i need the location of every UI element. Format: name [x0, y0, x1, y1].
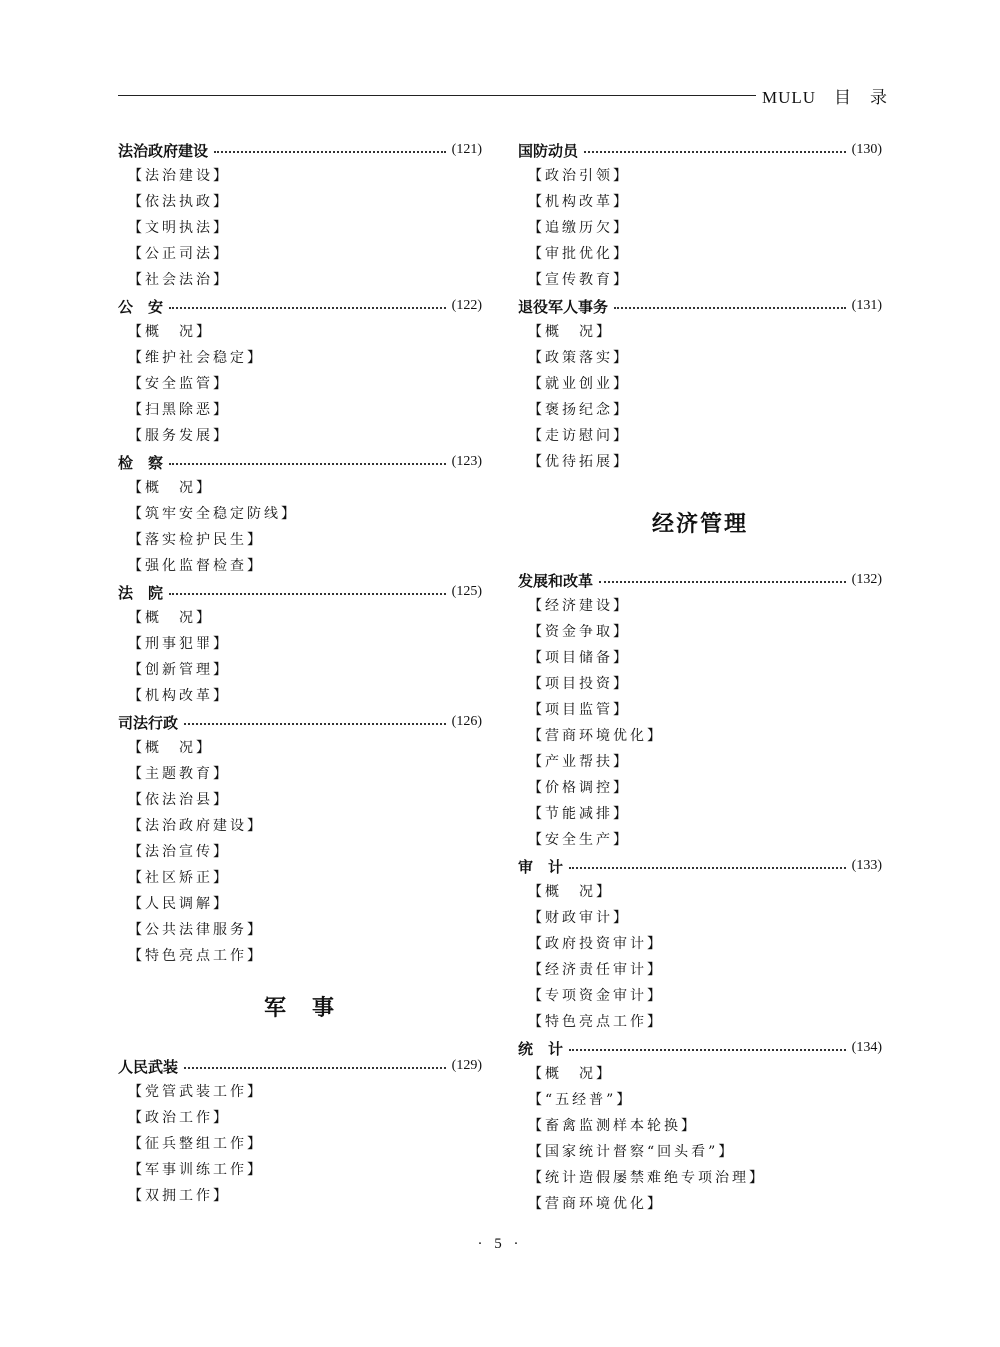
toc-group-list — [118, 1053, 482, 1209]
toc-subentry[interactable]: 【特色亮点工作】 — [128, 948, 264, 964]
toc-group-list — [518, 137, 882, 475]
toc-subentry[interactable]: 【军事训练工作】 — [128, 1162, 264, 1178]
toc-subentry[interactable]: 【特色亮点工作】 — [528, 1014, 664, 1030]
toc-entry-page: (132) — [851, 572, 882, 587]
toc-subentry[interactable]: 【概 况】 — [528, 324, 613, 340]
toc-column-left — [118, 137, 482, 1209]
toc-subentry[interactable]: 【经济建设】 — [528, 598, 630, 614]
running-header-title: MULU 目 录 — [762, 88, 889, 107]
dot-leader — [584, 151, 846, 153]
toc-entry[interactable] — [518, 137, 882, 163]
toc-entry-page: (134) — [851, 1040, 882, 1055]
toc-subentry[interactable]: 【机构改革】 — [128, 688, 230, 704]
toc-subentry[interactable]: 【就业创业】 — [528, 376, 630, 392]
toc-subentry[interactable]: 【法治建设】 — [128, 168, 230, 184]
toc-entry[interactable] — [118, 137, 482, 163]
dot-leader — [169, 307, 446, 309]
dot-leader — [569, 1049, 846, 1051]
toc-subentry[interactable]: 【文明执法】 — [128, 220, 230, 236]
toc-entry-title: 公 安 — [118, 297, 164, 316]
toc-subentry[interactable]: 【社会法治】 — [128, 272, 230, 288]
toc-subentry[interactable]: 【创新管理】 — [128, 662, 230, 678]
toc-entry-title: 司法行政 — [118, 713, 179, 732]
toc-subentry[interactable]: 【公正司法】 — [128, 246, 230, 262]
toc-entry-title: 检 察 — [118, 453, 164, 472]
dot-leader — [214, 151, 446, 153]
toc-entry-page: (125) — [451, 584, 482, 599]
toc-subentry[interactable]: 【安全生产】 — [528, 832, 630, 848]
toc-subentry[interactable]: 【经济责任审计】 — [528, 962, 664, 978]
toc-subentry[interactable]: 【政治引领】 — [528, 168, 630, 184]
dot-leader — [169, 463, 446, 465]
toc-group-list — [118, 137, 482, 969]
toc-subentry[interactable]: 【服务发展】 — [128, 428, 230, 444]
toc-subentry[interactable]: 【统计造假屡禁难绝专项治理】 — [528, 1170, 766, 1186]
toc-entry[interactable] — [518, 293, 882, 319]
toc-entry-title: 退役军人事务 — [518, 297, 609, 316]
toc-subentry[interactable]: 【概 况】 — [128, 324, 213, 340]
toc-subentry[interactable]: 【概 况】 — [528, 884, 613, 900]
toc-subentry[interactable]: 【营商环境优化】 — [528, 728, 664, 744]
toc-subentry[interactable]: 【强化监督检查】 — [128, 558, 264, 574]
dot-leader — [184, 723, 446, 725]
toc-subentry[interactable]: 【项目投资】 — [528, 676, 630, 692]
toc-subentry[interactable]: 【主题教育】 — [128, 766, 230, 782]
toc-subentry[interactable]: 【概 况】 — [128, 610, 213, 626]
toc-subentry[interactable]: 【走访慰问】 — [528, 428, 630, 444]
toc-subentry[interactable]: 【概 况】 — [128, 480, 213, 496]
toc-subentry[interactable]: 【政策落实】 — [528, 350, 630, 366]
toc-subentry[interactable]: 【机构改革】 — [528, 194, 630, 210]
toc-subentry[interactable]: 【国家统计督察“回头看”】 — [528, 1144, 736, 1160]
toc-entry[interactable] — [118, 579, 482, 605]
toc-subentry[interactable]: 【专项资金审计】 — [528, 988, 664, 1004]
toc-subentry[interactable]: 【维护社会稳定】 — [128, 350, 264, 366]
toc-subentry[interactable]: 【宣传教育】 — [528, 272, 630, 288]
toc-subentry[interactable]: 【法治宣传】 — [128, 844, 230, 860]
toc-entry-page: (131) — [851, 298, 882, 313]
toc-subentry[interactable]: 【人民调解】 — [128, 896, 230, 912]
dot-leader — [569, 867, 846, 869]
toc-entry[interactable] — [118, 293, 482, 319]
toc-subentry[interactable]: 【优待拓展】 — [528, 454, 630, 470]
toc-entry-title: 法治政府建设 — [118, 141, 209, 160]
toc-entry-title: 发展和改革 — [518, 571, 594, 590]
toc-entry-title: 法 院 — [118, 583, 164, 602]
toc-subentry[interactable]: 【价格调控】 — [528, 780, 630, 796]
toc-subentry[interactable]: 【落实检护民生】 — [128, 532, 264, 548]
toc-entry-page: (133) — [851, 858, 882, 873]
toc-subentry[interactable]: 【双拥工作】 — [128, 1188, 230, 1204]
dot-leader — [599, 581, 846, 583]
toc-subentry[interactable]: 【项目储备】 — [528, 650, 630, 666]
toc-subentry[interactable]: 【筑牢安全稳定防线】 — [128, 506, 298, 522]
header-rule — [118, 95, 756, 96]
toc-subentry[interactable]: 【社区矫正】 — [128, 870, 230, 886]
toc-entry-title: 人民武装 — [118, 1057, 179, 1076]
toc-subentry[interactable]: 【安全监管】 — [128, 376, 230, 392]
toc-subentry[interactable]: 【公共法律服务】 — [128, 922, 264, 938]
section-title-junshi: 军 事 — [263, 996, 336, 1021]
section-title-jingji: 经济管理 — [651, 512, 748, 537]
toc-subentry[interactable]: 【追缴历欠】 — [528, 220, 630, 236]
toc-entry-page: (130) — [851, 142, 882, 157]
toc-group-list — [518, 567, 882, 1217]
dot-leader — [614, 307, 846, 309]
toc-subentry[interactable]: 【畜禽监测样本轮换】 — [528, 1118, 698, 1134]
toc-entry-page: (129) — [451, 1058, 482, 1073]
toc-entry[interactable] — [118, 709, 482, 735]
toc-subentry[interactable]: 【刑事犯罪】 — [128, 636, 230, 652]
toc-subentry[interactable]: 【依法执政】 — [128, 194, 230, 210]
toc-column-right — [518, 137, 882, 1217]
toc-subentry[interactable]: 【扫黑除恶】 — [128, 402, 230, 418]
toc-subentry[interactable]: 【概 况】 — [128, 740, 213, 756]
toc-entry-page: (126) — [451, 714, 482, 729]
toc-subentry[interactable]: 【征兵整组工作】 — [128, 1136, 264, 1152]
toc-entry-page: (122) — [451, 298, 482, 313]
dot-leader — [169, 593, 446, 595]
toc-subentry[interactable]: 【党管武装工作】 — [128, 1084, 264, 1100]
toc-entry[interactable] — [118, 449, 482, 475]
toc-entry-page: (123) — [451, 454, 482, 469]
toc-subentry[interactable]: 【资金争取】 — [528, 624, 630, 640]
toc-subentry[interactable]: 【“五经普”】 — [528, 1092, 634, 1108]
toc-entry-title: 审 计 — [518, 857, 564, 876]
toc-subentry[interactable]: 【审批优化】 — [528, 246, 630, 262]
toc-entry[interactable] — [518, 567, 882, 593]
toc-subentry[interactable]: 【财政审计】 — [528, 910, 630, 926]
toc-subentry[interactable]: 【依法治县】 — [128, 792, 230, 808]
page-number: · 5 · — [477, 1236, 523, 1252]
toc-subentry[interactable]: 【项目监管】 — [528, 702, 630, 718]
toc-subentry[interactable]: 【政治工作】 — [128, 1110, 230, 1126]
toc-subentry[interactable]: 【法治政府建设】 — [128, 818, 264, 834]
toc-entry[interactable] — [118, 1053, 482, 1079]
toc-entry-page: (121) — [451, 142, 482, 157]
toc-entry[interactable] — [518, 853, 882, 879]
toc-subentry[interactable]: 【政府投资审计】 — [528, 936, 664, 952]
toc-entry-title: 国防动员 — [518, 141, 579, 160]
toc-subentry[interactable]: 【概 况】 — [528, 1066, 613, 1082]
dot-leader — [184, 1067, 446, 1069]
toc-subentry[interactable]: 【节能减排】 — [528, 806, 630, 822]
toc-entry-title: 统 计 — [518, 1039, 564, 1058]
toc-entry[interactable] — [518, 1035, 882, 1061]
toc-subentry[interactable]: 【产业帮扶】 — [528, 754, 630, 770]
toc-subentry[interactable]: 【营商环境优化】 — [528, 1196, 664, 1212]
toc-subentry[interactable]: 【褒扬纪念】 — [528, 402, 630, 418]
